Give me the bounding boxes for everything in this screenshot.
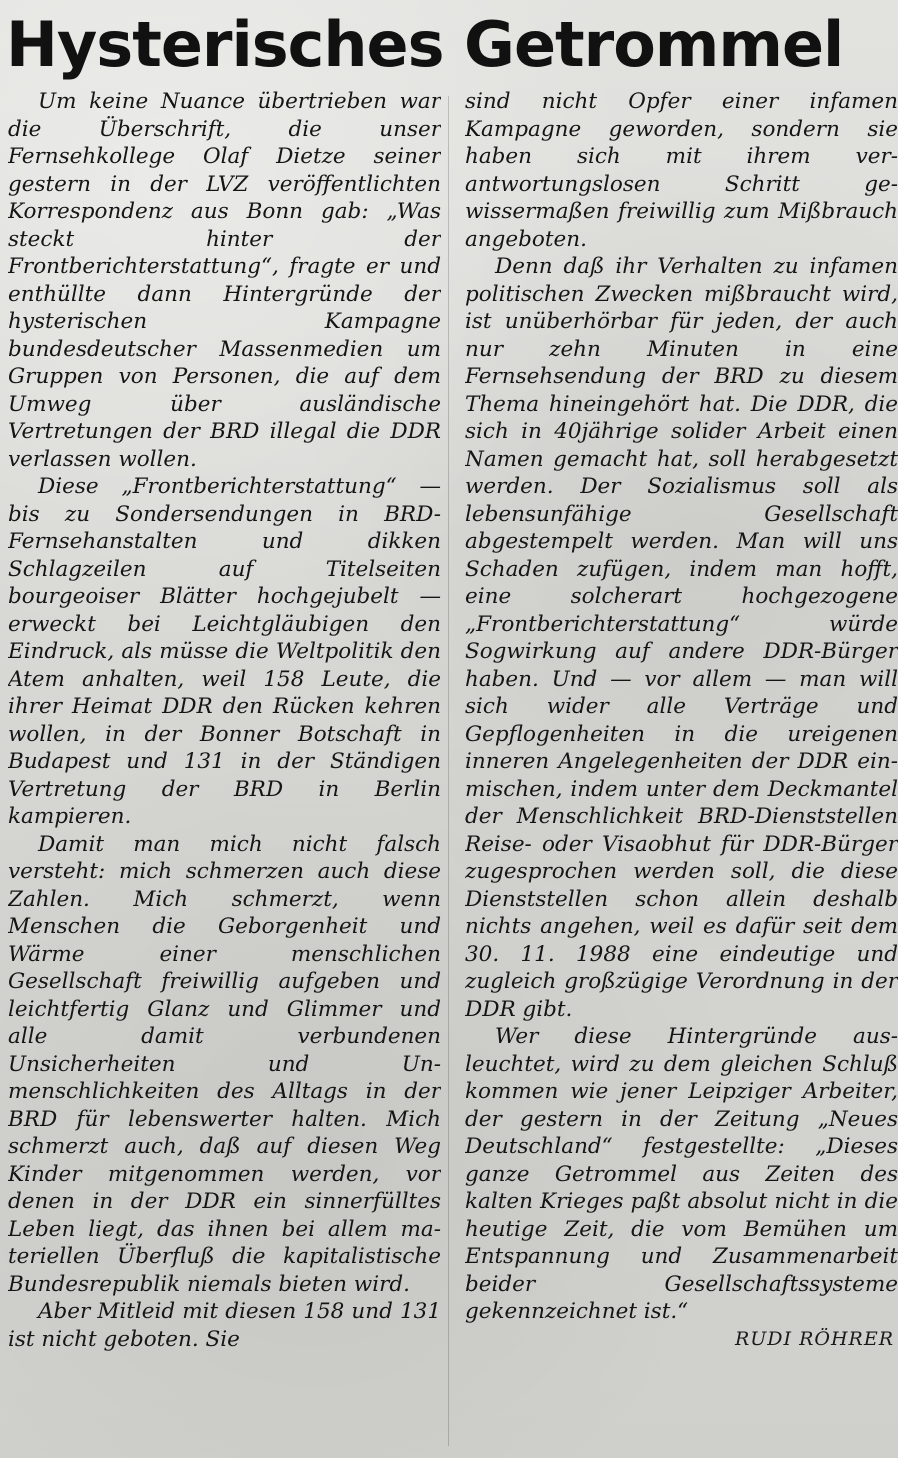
article-column-left xyxy=(8,88,441,1456)
paragraph: sind nicht Opfer einer infamen Kampagne geworden, sondern sie haben sich mit ihrem verantwortungslosen Schritt gewissermaßen freiwillig zum Mißbrauch angeboten. xyxy=(465,89,898,252)
paragraph: Wer diese Hintergründe ausleuchtet, wird zu dem gleichen Schluß kommen wie jener Leipziger Arbeiter, der gestern in der Zeitung „Neues Deutschland“ festgestellte: „Dieses ganze Getrommel aus Zeiten des kalten Krieges paßt absolut nicht in die heutige Zeit, die vom Bemühen um Entspannung und Zusammenarbeit beider Gesellschaftssysteme gekennzeichnet ist.“ xyxy=(465,1024,898,1324)
author-byline: RUDI RÖHRER xyxy=(734,1327,894,1350)
paragraph: Diese „Frontberichterstattung“ — bis zu Sondersendungen in BRD-Fernsehanstalten und dikken Schlagzeilen auf Titelseiten bourgeoiser Blätter hochgejubelt — erweckt bei Leichtgläubigen den Eindruck, als müsse die Weltpolitik den Atem anhalten, weil 158 Leute, die ihrer Heimat DDR den Rücken kehren wollen, in der Bonner Botschaft in Budapest und 131 in der Ständigen Vertretung der BRD in Berlin kampieren. xyxy=(8,474,441,829)
column-divider xyxy=(448,96,449,1446)
paragraph: Denn daß ihr Verhalten zu infamen politischen Zwecken mißbraucht wird, ist unüberhörbar für jeden, der auch nur zehn Minuten in eine Fernsehsendung der BRD zu diesem Thema hineingehört hat. Die DDR, die sich in 40jährige solider Arbeit einen Namen gemacht hat, soll herabgesetzt werden. Der Sozialismus soll als lebensunfähige Gesellschaft abgestempelt werden. Man will uns Schaden zufügen, indem man hofft, eine solcherart hochgezogene „Frontberichterstattung“ würde Sogwirkung auf andere DDR-Bürger haben. Und — vor allem — man will sich wider alle Verträge und Gepflogenheiten in die ureigenen inneren Angelegenheiten der DDR einmischen, indem unter dem Deckmantel der Menschlichkeit BRD-Dienststellen Reise- oder Visaobhut für DDR-Bürger zugesprochen werden soll, die diese Dienststellen schon allein deshalb nichts angehen, weil es dafür seit dem 30. 11. 1988 eine eindeutige und zugleich großzügige Verordnung in der DDR gibt. xyxy=(465,254,898,1022)
paragraph: Aber Mitleid mit diesen 158 und 131 ist nicht geboten. Sie xyxy=(8,1299,441,1352)
paragraph: Damit man mich nicht falsch versteht: mich schmerzen auch diese Zahlen. Mich schmerzt, wenn Menschen die Geborgenheit und Wärme einer menschlichen Gesellschaft freiwillig aufgeben und leichtfertig Glanz und Glimmer und alle damit verbundenen Unsicherheiten und Unmenschlichkeiten des Alltags in der BRD für lebenswerter halten. Mich schmerzt auch, daß auf diesen Weg Kinder mitgenommen werden, vor denen in der DDR ein sinnerfülltes Leben liegt, das ihnen bei allem materiellen Überfluß die kapitalistische Bundesrepublik niemals bieten wird. xyxy=(8,831,441,1297)
paragraph: Um keine Nuance übertrieben war die Überschrift, die unser Fernsehkollege Olaf Dietze seiner gestern in der LVZ veröffentlichten Korrespondenz aus Bonn gab: „Was steckt hinter der Frontberichterstattung“, fragte er und enthüllte dann Hintergründe der hysterischen Kampagne bundesdeutscher Massenmedien um Gruppen von Personen, die auf dem Umweg über ausländische Vertretungen der BRD illegal die DDR verlassen wollen. xyxy=(8,89,441,472)
article-column-right xyxy=(465,88,898,1456)
headline: Hysterisches Getrommel xyxy=(6,8,844,81)
